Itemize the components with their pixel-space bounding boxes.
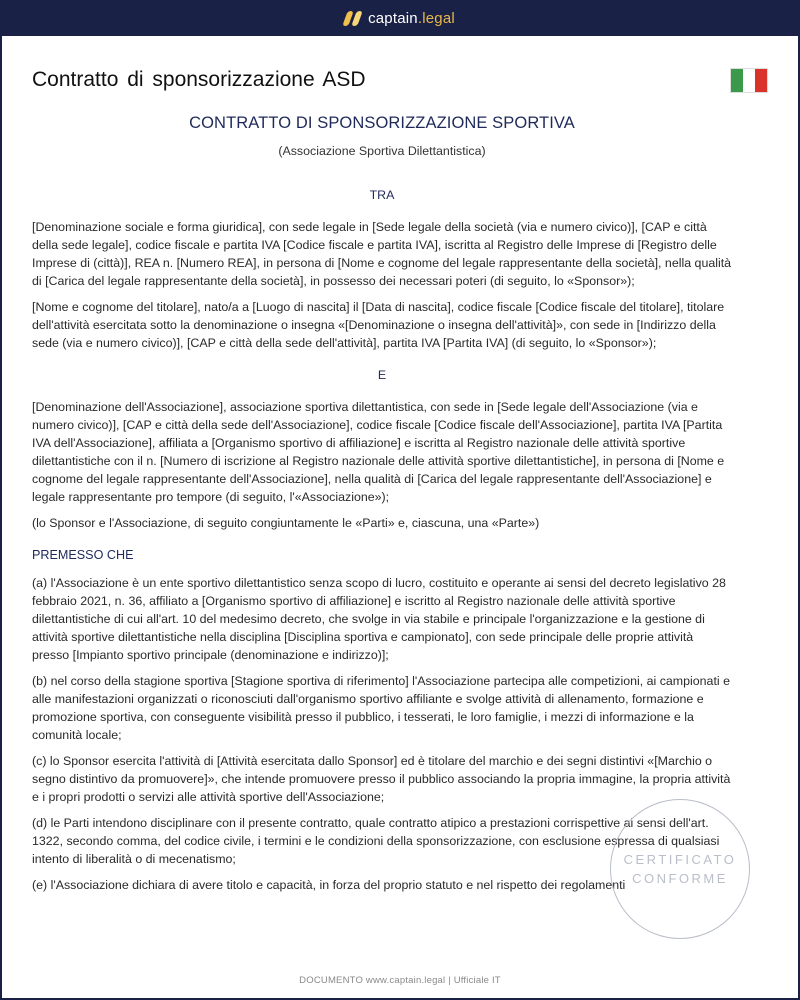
captain-logo-icon (345, 11, 360, 26)
stamp-text: CERTIFICATO (623, 852, 737, 867)
document-header (32, 66, 768, 94)
document-title: Contratto di sponsorizzazione ASD (32, 68, 366, 91)
document-page (2, 36, 798, 998)
top-bar (0, 0, 800, 36)
premise-item: (b) nel corso della stagione sportiva [Stagione sportiva di riferimento] l'Associazione partecipa alle competizioni, ai campionati e alle manifestazioni organizzati o riconosciuti dall'organismo sportivo affiliante e svolge attività di allenamento, formazione e promozione sportiva, con conseguente visibilità presso il pubblico, i tesserati, le loro famiglie, i mezzi di informazione e la comunità locale; (32, 674, 730, 742)
premises-heading: PREMESSO CHE (32, 548, 134, 562)
document-body (32, 106, 732, 902)
premise-item: (a) l'Associazione è un ente sportivo dilettantistico senza scopo di lucro, costituito e operante ai sensi del decreto legislativo 28 febbraio 2021, n. 36, affiliato a [Organismo sportivo di affiliazione] e iscritto al Registro nazionale delle attività sportive dilettantistiche di cui all'art. 10 del medesimo decreto, che svolge in via stabile e principale l'organizzazione e la gestione di attività sportive dilettantistiche nella disciplina [Disciplina sportiva e campionato], con sede principale delle proprie attività presso [Impianto sportivo principale (denominazione e indirizzo)]; (32, 576, 726, 662)
association-paragraph: [Denominazione dell'Associazione], associazione sportiva dilettantistica, con sede in [Sede legale dell'Associazione (via e numero civico)], [CAP e città della sede dell'Associazione], codice fiscale [Codice fiscale dell'Associazione], partita IVA [Partita IVA dell'Associazione], affiliata a [Organismo sportivo di affiliazione] e iscritta al Registro nazionale delle attività sportive dilettantistiche con il n. [Numero di iscrizione al Registro nazionale delle attività sportive dilettantistiche], in persona di [Nome e cognome del legale rappresentante dell'Associazione], nella qualità di [Carica del legale rappresentante dell'Associazione] e legale rappresentante pro tempore (di seguito, l'«Associazione»); (32, 400, 725, 504)
italy-flag-icon (730, 68, 768, 93)
document-footer: DOCUMENTO www.captain.legal | Ufficiale IT (299, 975, 501, 986)
contract-title: CONTRATTO DI SPONSORIZZAZIONE SPORTIVA (189, 114, 575, 132)
brand-name[interactable]: captain.legal (368, 9, 455, 27)
parties-paragraph: (lo Sponsor e l'Associazione, di seguito congiuntamente le «Parti» e, ciascuna, una «Parte») (32, 516, 540, 530)
between-label: TRA (369, 188, 395, 202)
sponsor-individual-paragraph: [Nome e cognome del titolare], nato/a a [Luogo di nascita] il [Data di nascita], codice fiscale [Codice fiscale del titolare], titolare dell'attività esercitata sotto la denominazione o insegna «[Denominazione o insegna dell'attività]», con sede in [Indirizzo della sede (via e numero civico)], [CAP e città della sede dell'attività], partita IVA [Partita IVA] (di seguito, lo «Sponsor»); (32, 300, 725, 350)
stamp-text: CONFORME (632, 871, 728, 886)
premise-item: (c) lo Sponsor esercita l'attività di [Attività esercitata dallo Sponsor] ed è titolare del marchio e dei segni distintivi «[Marchio o segno distintivo da promuovere]», che intende promuovere presso il pubblico associando la propria immagine, la propria attività e i propri prodotti o servizi alle attività sportive dell'Associazione; (32, 754, 731, 804)
and-label: E (377, 368, 387, 382)
contract-subtitle: (Associazione Sportiva Dilettantistica) (278, 144, 486, 158)
premise-item: (d) le Parti intendono disciplinare con il presente contratto, quale contratto atipico a prestazioni corrispettive ai sensi dell'art. 1322, secondo comma, del codice civile, i termini e le condizioni della sponsorizzazione, con esclusione espressa di qualsiasi intento di liberalità o di mecenatismo; (32, 816, 720, 866)
premise-item: (e) l'Associazione dichiara di avere titolo e capacità, in forza del proprio statuto e nel rispetto dei regolamenti (32, 878, 626, 892)
sponsor-company-paragraph: [Denominazione sociale e forma giuridica], con sede legale in [Sede legale della società (via e numero civico)], [CAP e città della sede legale], codice fiscale e partita IVA [Codice fiscale e partita IVA], iscritta al Registro delle Imprese di [Registro delle Imprese di (città)], REA n. [Numero REA], in persona di [Nome e cognome del legale rappresentante della società], nella qualità di [Carica del legale rappresentante della società], in possesso dei necessari poteri (di seguito, lo «Sponsor»); (32, 220, 732, 288)
